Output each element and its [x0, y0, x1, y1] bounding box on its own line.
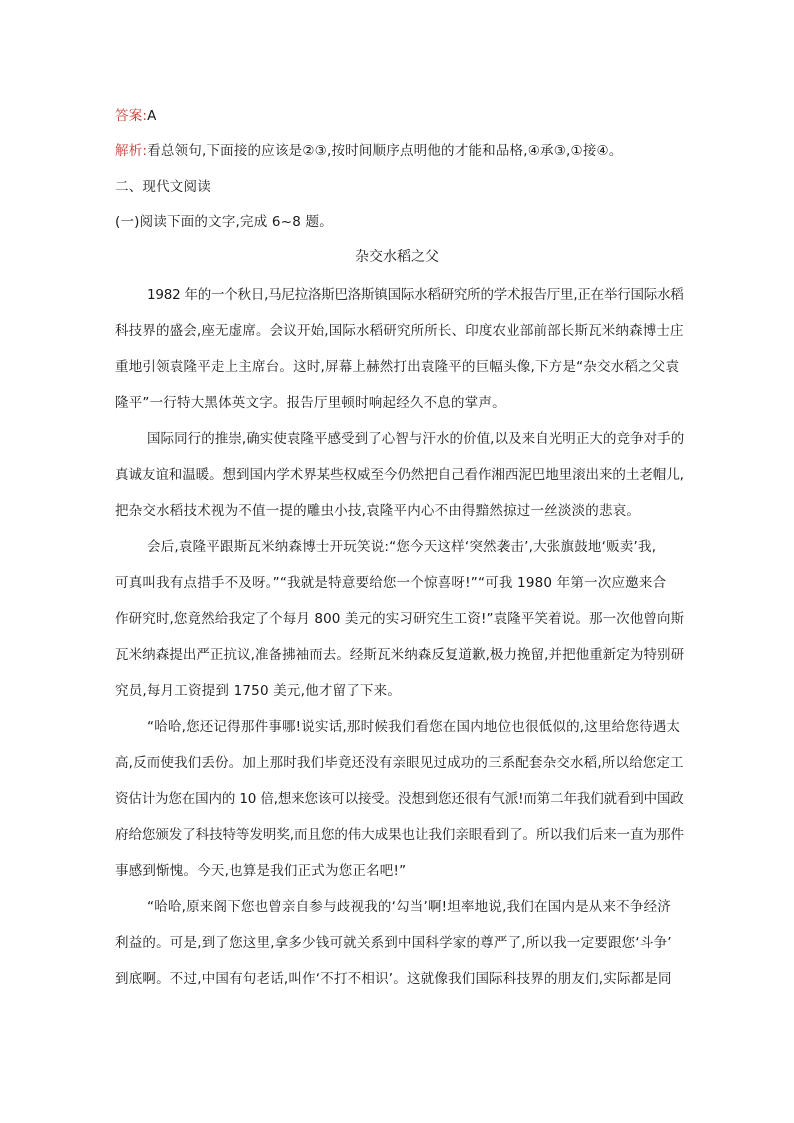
subsection-heading: (一)阅读下面的文字,完成 6~8 题。 [115, 214, 333, 230]
paragraph-line: 重地引领袁隆平走上主席台。这时,屏幕上赫然打出袁隆平的巨幅头像,下方是“杂交水稻之父袁 [115, 359, 680, 375]
analysis-text: 看总领句,下面接的应该是②③,按时间顺序点明他的才能和品格,④承③,①接④。 [147, 143, 623, 159]
paragraph-line: 会后,袁隆平跟斯瓦米纳森博士开玩笑说:“您今天这样‘突然袭击’,大张旗鼓地‘贩卖’我, [147, 539, 657, 555]
paragraph-line: 府给您颁发了科技特等发明奖,而且您的伟大成果也让我们亲眼看到了。所以我们后来一直为那件 [115, 827, 684, 843]
paragraph-line: 究员,每月工资提到 1750 美元,他才留了下来。 [115, 683, 402, 699]
section-heading: 二、现代文阅读 [115, 179, 211, 195]
paragraph-line: 国际同行的推崇,确实使袁隆平感受到了心智与汗水的价值,以及来自光明正大的竞争对手的 [147, 431, 685, 447]
paragraph-line: 可真叫我有点措手不及呀。”“我就是特意要给您一个惊喜呀!”“可我 1980 年第一次应邀来合 [115, 575, 667, 591]
paragraph-line: “哈哈,您还记得那件事哪!说实话,那时候我们看您在国内地位也很低似的,这里给您待遇太 [147, 719, 681, 735]
article-title: 杂交水稻之父 [355, 249, 439, 265]
paragraph-line: 利益的。可是,到了您这里,拿多少钱可就关系到中国科学家的尊严了,所以我一定要跟您‘斗争’ [115, 935, 672, 951]
paragraph-line: 真诚友谊和温暖。想到国内学术界某些权威至今仍然把自己看作湘西泥巴地里滚出来的土老帽儿, [115, 467, 684, 483]
paragraph-line: 瓦米纳森提出严正抗议,准备拂袖而去。经斯瓦米纳森反复道歉,极力挽留,并把他重新定为特别研 [115, 647, 685, 663]
answer-value: A [147, 108, 157, 124]
paragraph-line: “哈哈,原来阁下您也曾亲自参与歧视我的‘勾当’啊!坦率地说,我们在国内是从来不争经济 [147, 899, 671, 915]
analysis-line [115, 141, 623, 161]
paragraph-line: 科技界的盛会,座无虚席。会议开始,国际水稻研究所所长、印度农业部前部长斯瓦米纳森博士庄 [115, 323, 684, 339]
paragraph-line: 1982 年的一个秋日,马尼拉洛斯巴洛斯镇国际水稻研究所的学术报告厅里,正在举行国际水稻 [147, 287, 684, 303]
answer-line [115, 106, 157, 126]
answer-label: 答案: [115, 108, 148, 124]
paragraph-line: 事感到惭愧。今天,也算是我们正式为您正名吧!” [115, 863, 407, 879]
paragraph-line: 隆平”一行特大黑体英文字。报告厅里顿时响起经久不息的掌声。 [115, 395, 506, 411]
paragraph-line: 把杂交水稻技术视为不值一提的雕虫小技,袁隆平内心不由得黯然掠过一丝淡淡的悲哀。 [115, 503, 641, 519]
paragraph-line: 到底啊。不过,中国有句老话,叫作‘不打不相识’。这就像我们国际科技界的朋友们,实际都是同 [115, 971, 672, 987]
analysis-label: 解析: [115, 143, 148, 159]
paragraph-line: 高,反而使我们丢份。加上那时我们毕竟还没有亲眼见过成功的三系配套杂交水稻,所以给您定工 [115, 755, 684, 771]
paragraph-line: 作研究时,您竟然给我定了个每月 800 美元的实习研究生工资!”袁隆平笑着说。那一次他曾向斯 [115, 611, 685, 627]
paragraph-line: 资估计为您在国内的 10 倍,想来您该可以接受。没想到您还很有气派!而第二年我们就看到中国政 [115, 791, 684, 807]
